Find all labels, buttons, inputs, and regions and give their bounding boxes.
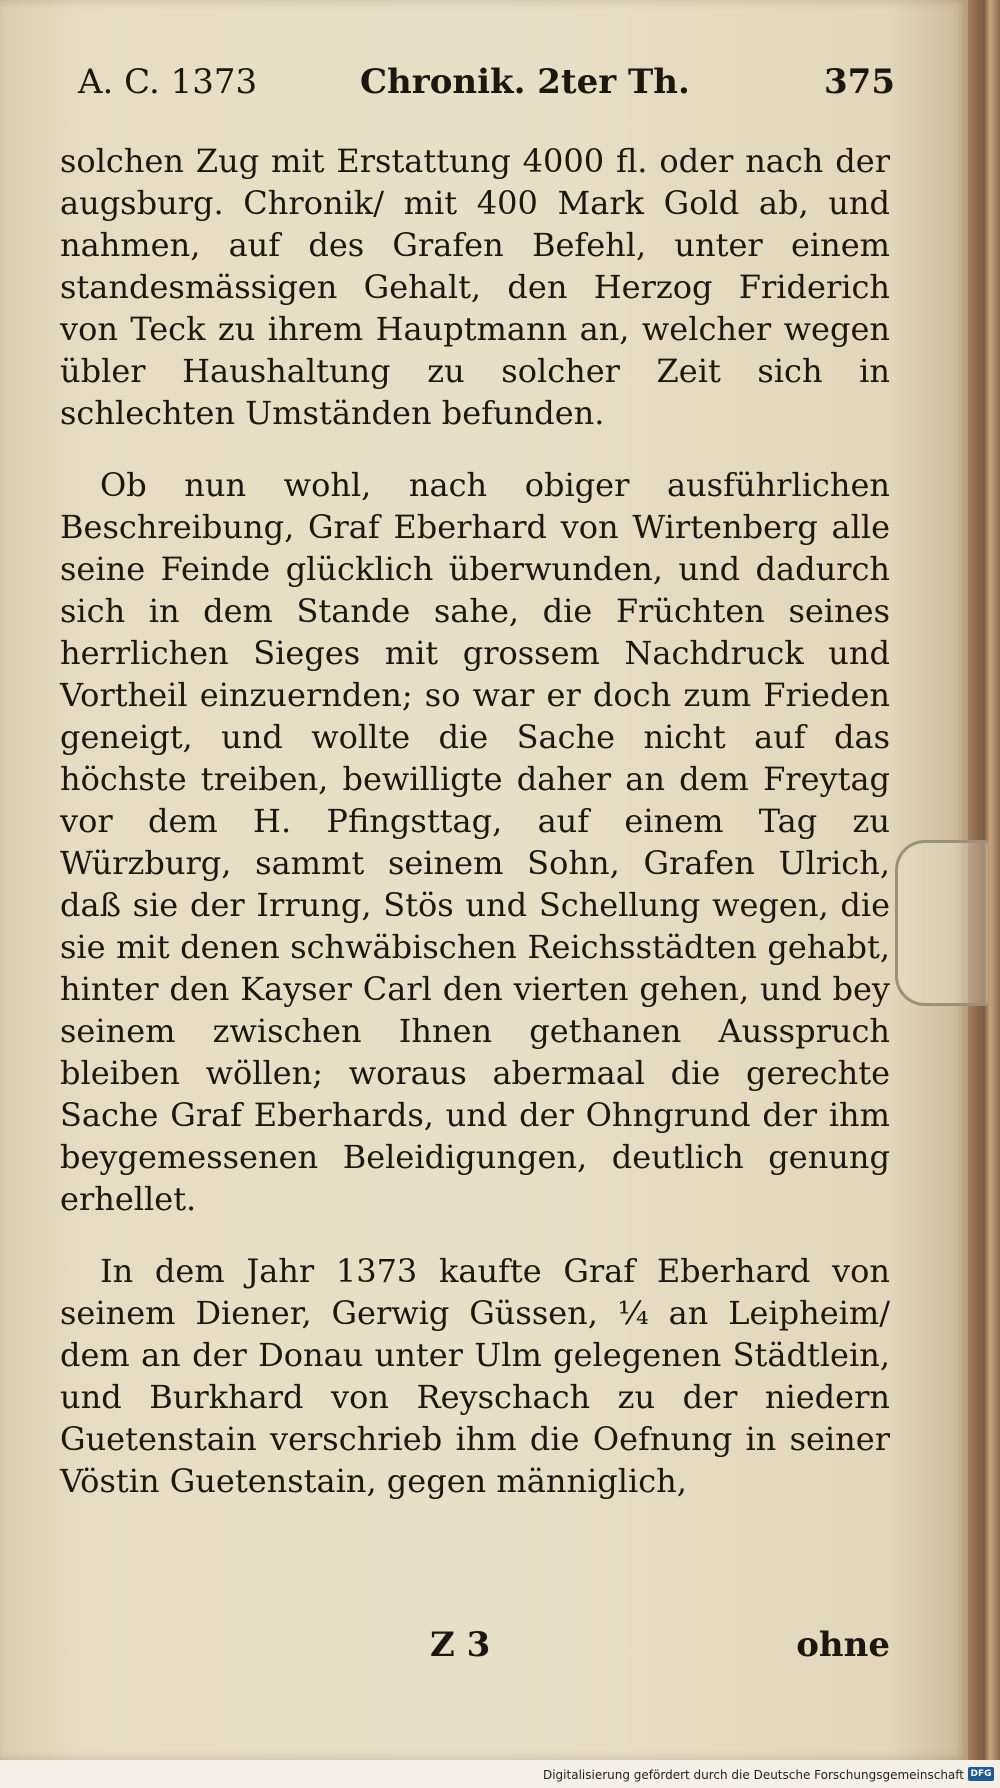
page-number: 375 bbox=[824, 62, 895, 102]
paragraph-1: solchen Zug mit Erstattung 4000 fl. oder nach der augsburg. Chronik/ mit 400 Mark Gold ab, und nahmen, auf des Grafen Befehl, unter einem standesmässigen Gehalt, den Herzog Friderich von Teck zu ihrem Hauptmann an, welcher wegen übler Haushaltung zu solcher Zeit sich in schlechten Umständen befunden. bbox=[60, 142, 890, 432]
dfg-logo-icon: DFG bbox=[968, 1767, 994, 1781]
digitization-credit-bar bbox=[0, 1760, 1000, 1788]
running-head bbox=[70, 62, 895, 112]
header-title: Chronik. 2ter Th. bbox=[360, 62, 690, 102]
catchword: ohne bbox=[796, 1625, 890, 1665]
paragraph-2: Ob nun wohl, nach obiger ausführlichen Beschreibung, Graf Eberhard von Wirtenberg alle seine Feinde glücklich überwunden, und dadurch sich in dem Stande sahe, die Früchten seines herrlichen Sieges mit grossem Nachdruck und Vortheil einzuernden; so war er doch zum Frieden geneigt, und wollte die Sache nicht auf das höchste treiben, bewilligte daher an dem Freytag vor dem H. Pfingsttag, auf einem Tag zu Würzburg, sammt seinem Sohn, Grafen Ulrich, daß sie der Irrung, Stös und Schellung wegen, die sie mit denen schwäbischen Reichsstädten gehabt, hinter den Kayser Carl den vierten gehen, und bey seinem zwischen Ihnen gethanen Ausspruch bleiben wöllen; woraus abermaal die gerechte Sache Graf Eberhards, und der Ohngrund der ihm beygemessenen Beleidigungen, deutlich genung erhellet. bbox=[60, 466, 890, 1218]
body-text bbox=[60, 140, 890, 1502]
header-year: A. C. 1373 bbox=[78, 62, 258, 102]
signature-mark: Z 3 bbox=[430, 1625, 491, 1665]
paragraph-3: In dem Jahr 1373 kaufte Graf Eberhard von seinem Diener, Gerwig Güssen, ¼ an Leipheim/ dem an der Donau unter Ulm gelegenen Städtlein, und Burkhard von Reyschach zu der niedern Guetenstain verschrieb ihm die Oefnung in seiner Vöstin Guetenstain, gegen männiglich, bbox=[60, 1252, 890, 1500]
page-clip-tab bbox=[895, 840, 988, 1006]
page-footer bbox=[60, 1625, 890, 1675]
credit-text: Digitalisierung gefördert durch die Deutsche Forschungsgemeinschaft bbox=[542, 1768, 964, 1782]
